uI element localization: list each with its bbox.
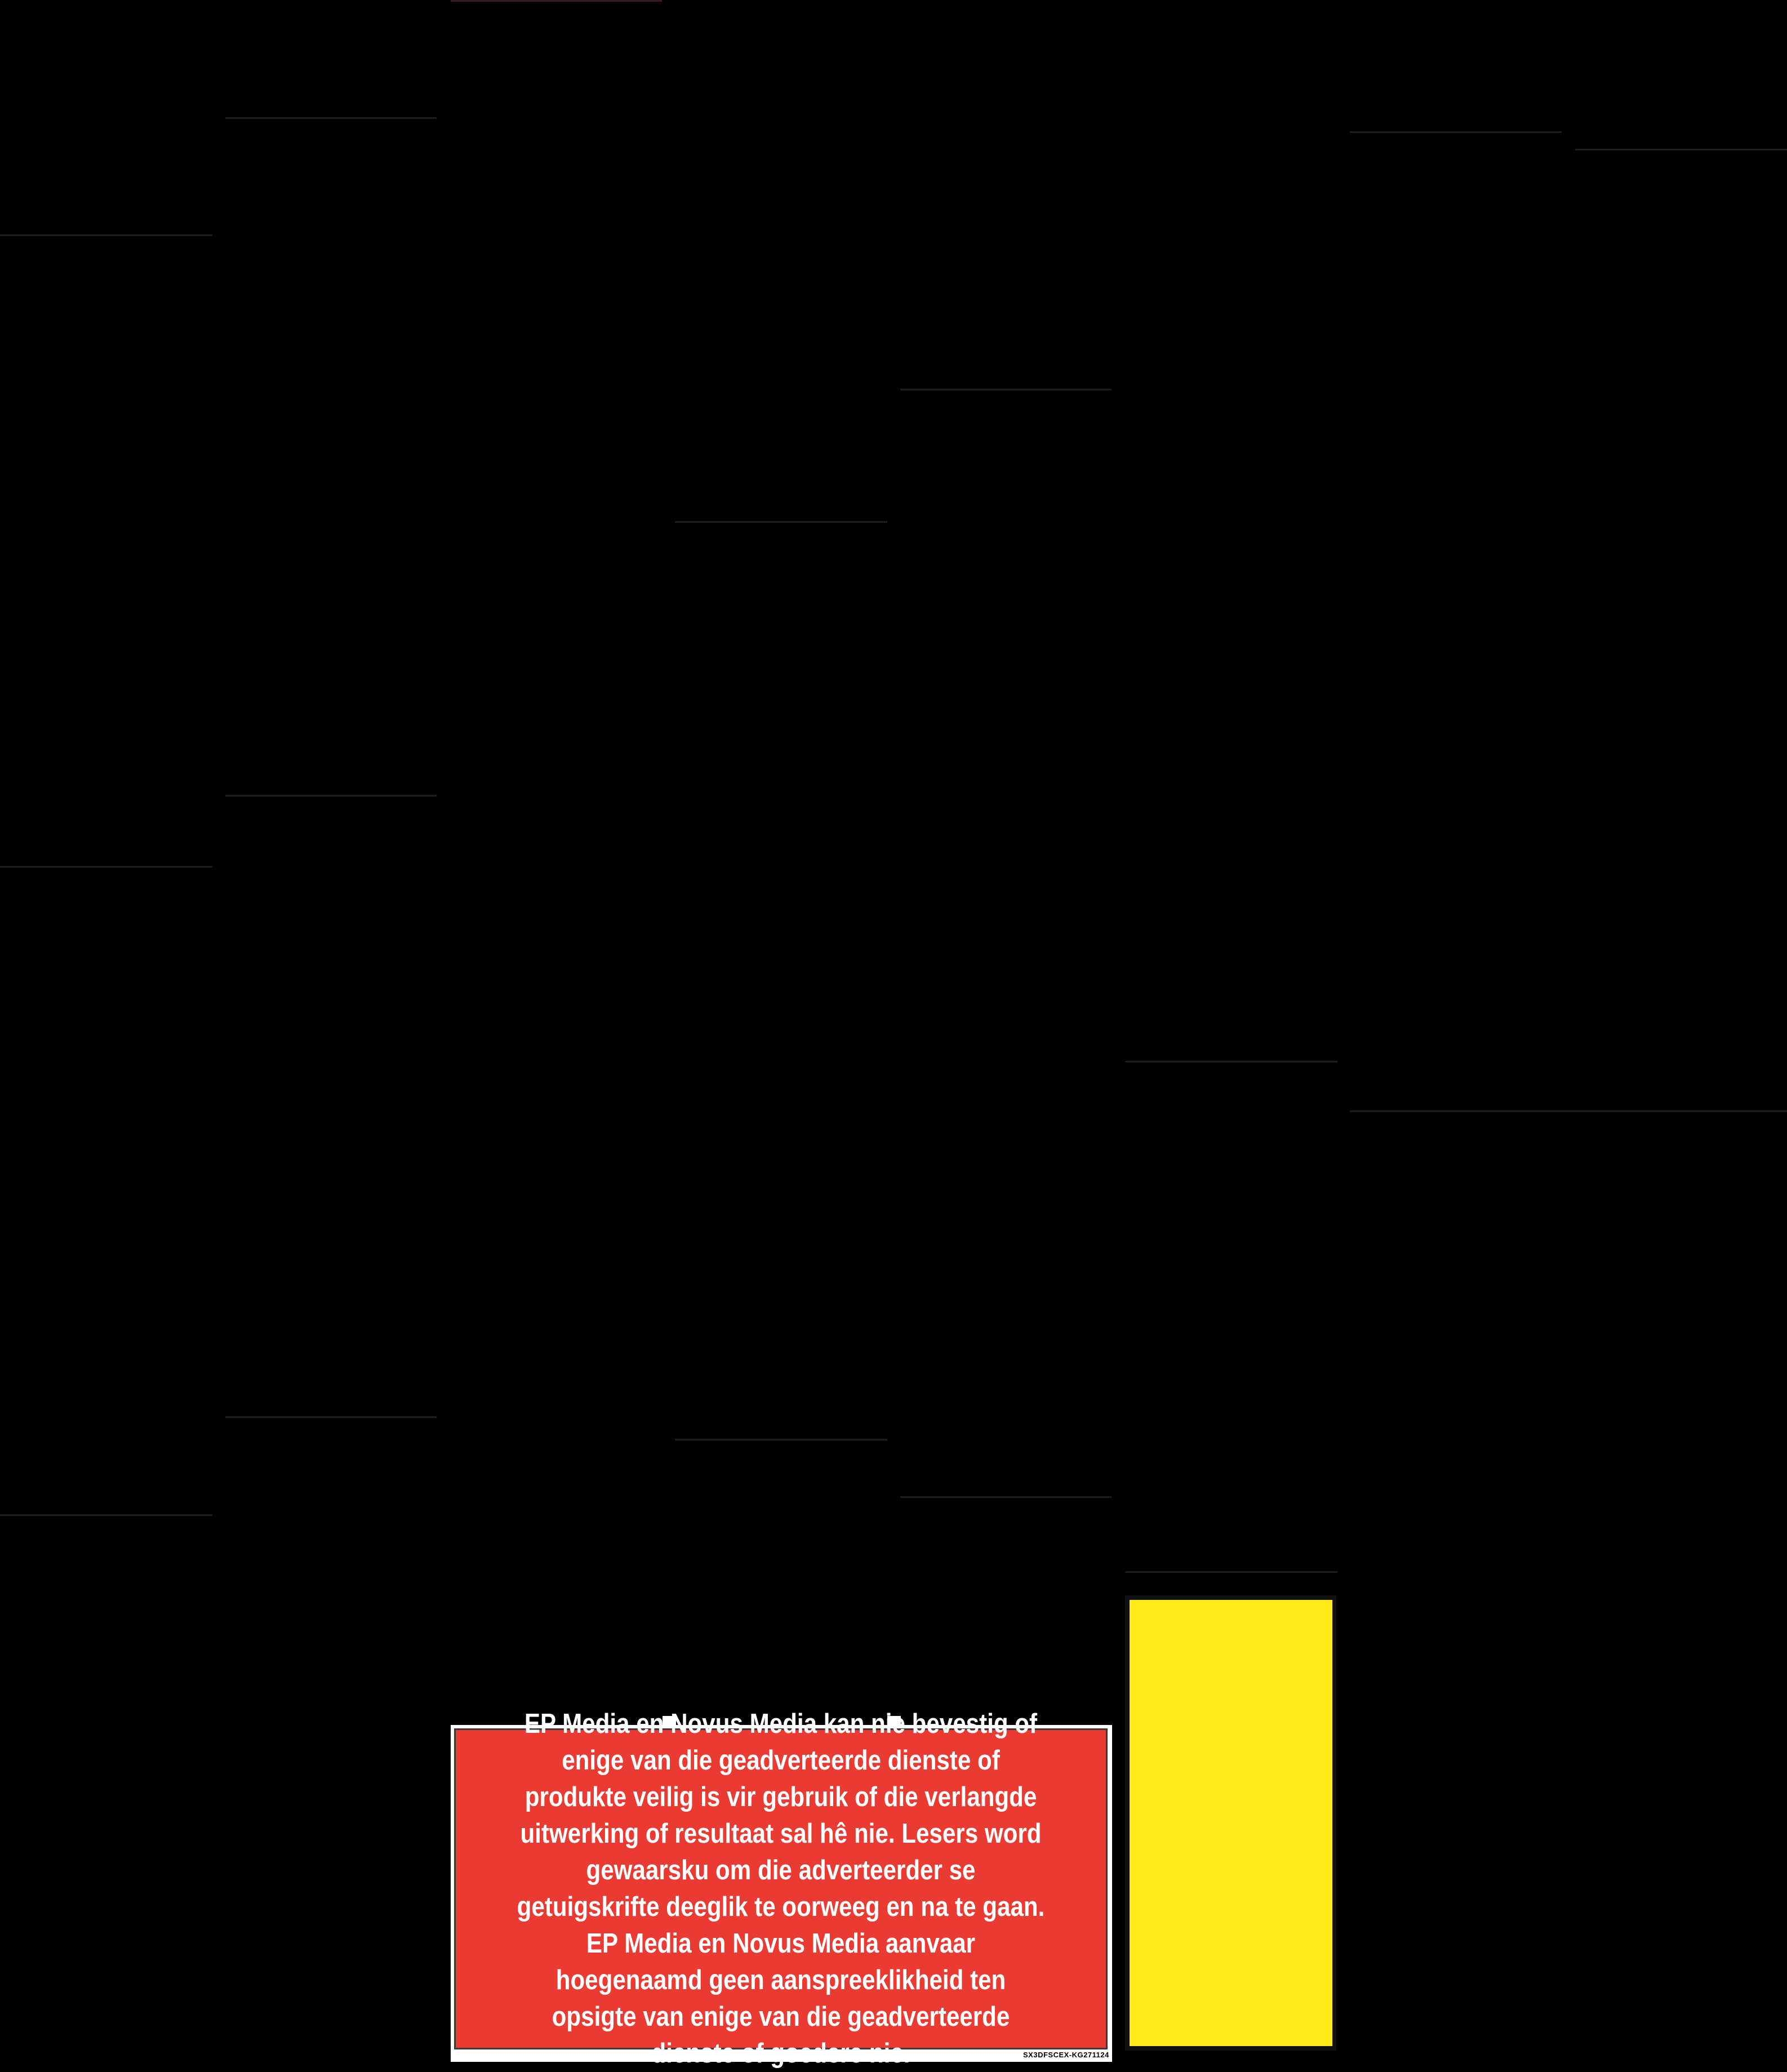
disclaimer-text: EP Media en Novus Media kan nie bevestig of enige van die geadverteerde dienste of produkte veilig is vir gebruik of die verlangde uitwerking of resultaat sal hê nie. Lesers word gewaarsku om die adverteerder se getuigskrifte deeglik te oorweeg en na te gaan. EP Media en Novus Media aanvaar hoegenaamd geen aanspreeklikheid ten opsigte van enige van die geadverteerde dienste of goedere nie. (517, 1709, 1045, 2069)
reference-code: SX3DFSCEX-KG271124 (1023, 2051, 1109, 2059)
column-divider (1125, 1571, 1337, 1573)
column-divider (900, 389, 1112, 390)
column-divider (1125, 1061, 1337, 1062)
column-divider (225, 117, 437, 119)
column-divider (1350, 1110, 1787, 1112)
column-divider (225, 795, 437, 797)
column-divider (0, 234, 212, 236)
column-divider (675, 521, 887, 523)
column-divider (1575, 149, 1787, 150)
yellow-ad-panel (1130, 1600, 1332, 2046)
top-accent-line (451, 0, 662, 2)
column-divider (0, 866, 212, 868)
column-divider (225, 1416, 437, 1418)
column-divider (0, 1514, 212, 1516)
column-divider (1350, 131, 1562, 133)
column-divider (675, 1439, 887, 1440)
column-divider (900, 1496, 1112, 1498)
